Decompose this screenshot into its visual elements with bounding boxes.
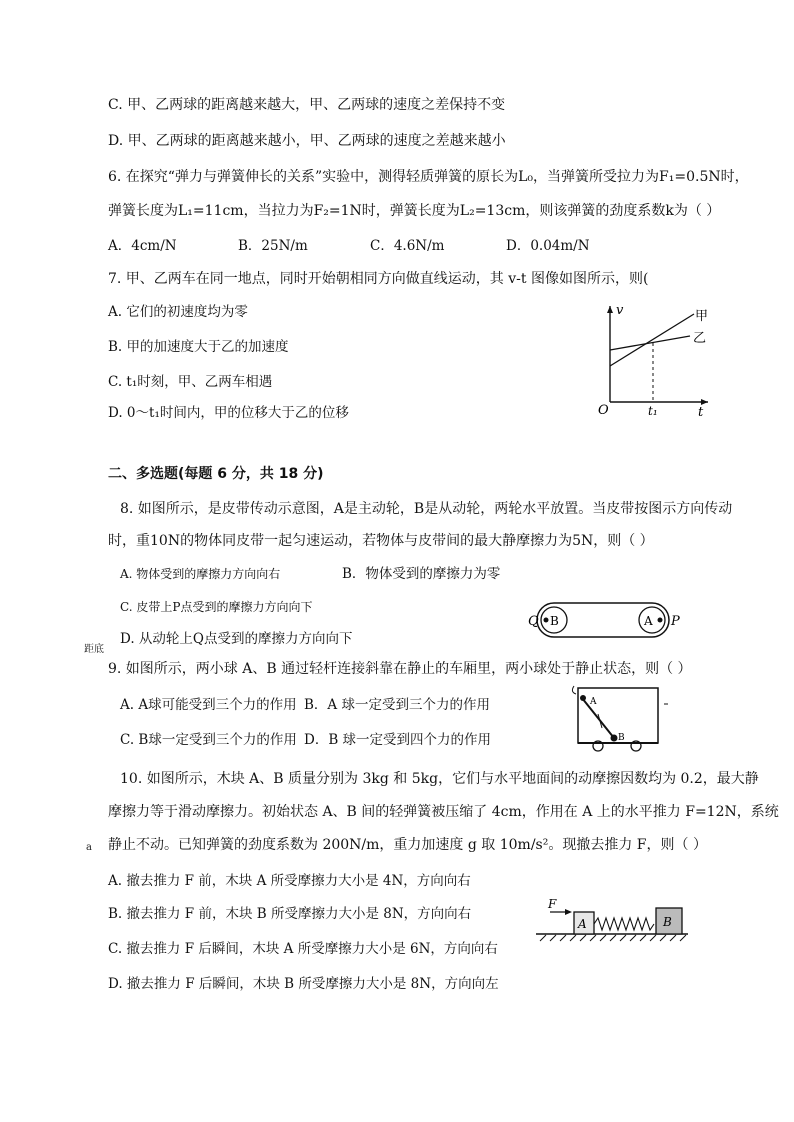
light-rod [582, 698, 614, 738]
q8-stem-line1: 8. 如图所示，是皮带传动示意图，A是主动轮，B是从动轮，两轮水平放置。当皮带按图示方向传动 [120, 501, 733, 517]
q6-option-a: A．4cm/N [108, 238, 177, 254]
q10-stem-line1: 10. 如图所示，木块 A、B 质量分别为 3kg 和 5kg，它们与水平地面间的动摩擦因数均为 0.2，最大静 [120, 771, 759, 787]
q7-stem: 7. 甲、乙两车在同一地点，同时开始朝相同方向做直线运动，其 v-t 图像如图所示，则( [108, 271, 649, 287]
margin-note-2: a [86, 842, 92, 853]
q8-option-b: B．物体受到的摩擦力为零 [342, 566, 501, 582]
label-p: P [671, 614, 680, 629]
q5-option-d: D. 甲、乙两球的距离越来越小，甲、乙两球的速度之差越来越小 [108, 133, 506, 149]
line-jia [610, 314, 694, 366]
line-yi [610, 336, 690, 350]
spring [594, 918, 654, 930]
q10-option-d: D. 撤去推力 F 后瞬间，木块 B 所受摩擦力大小是 8N，方向向左 [108, 976, 499, 992]
yi-label: 乙 [693, 331, 707, 346]
q7-option-b: B. 甲的加速度大于乙的加速度 [108, 339, 289, 355]
q6-stem-line1: 6. 在探究“弹力与弹簧伸长的关系”实验中，测得轻质弹簧的原长为L₀，当弹簧所受拉力为F₁=0.5N时， [108, 169, 749, 185]
q6-option-c: C．4.6N/m [370, 238, 445, 254]
q10-stem-line2: 摩擦力等于滑动摩擦力。初始状态 A、B 间的轻弹簧被压缩了 4cm，作用在 A 上的水平推力 F=12N，系统 [108, 804, 779, 820]
force-f-arrow-icon [565, 909, 572, 915]
block-a-label: A [578, 917, 587, 931]
q9-option-d: D．B 球一定受到四个力的作用 [304, 732, 492, 748]
q9-stem: 9. 如图所示，两小球 A、B 通过轻杆连接斜靠在静止的车厢里，两小球处于静止状态，则（ ） [108, 661, 692, 677]
vt-graph [594, 298, 714, 418]
origin-label: O [598, 403, 609, 418]
q8-option-d: D. 从动轮上Q点受到的摩擦力方向向下 [120, 631, 353, 647]
point-p-dot [658, 618, 663, 623]
q10-option-a: A. 撤去推力 F 前，木块 A 所受摩擦力大小是 4N，方向向右 [108, 873, 471, 889]
spring-blocks-diagram [532, 898, 692, 944]
ball-b [611, 735, 618, 742]
q7-option-d: D. 0～t₁时间内，甲的位移大于乙的位移 [108, 405, 349, 421]
q10-stem-line3: 静止不动。已知弹簧的劲度系数为 200N/m，重力加速度 g 取 10m/s²。现撤去推力 F，则（ ） [108, 837, 707, 853]
v-axis-label: v [616, 303, 624, 318]
hook-mark [572, 686, 576, 694]
q6-option-d: D．0.04m/N [506, 238, 590, 254]
t-axis-label: t [698, 405, 704, 420]
q10-option-b: B. 撤去推力 F 前，木块 B 所受摩擦力大小是 8N，方向向右 [108, 906, 472, 922]
q7-option-c: C. t₁时刻，甲、乙两车相遇 [108, 374, 273, 390]
label-a: A [644, 614, 653, 628]
ball-a-label: A [590, 697, 597, 707]
belt-diagram [528, 598, 688, 642]
q10-option-c: C. 撤去推力 F 后瞬间，木块 A 所受摩擦力大小是 6N，方向向右 [108, 941, 498, 957]
label-q: Q [528, 614, 539, 629]
carriage-diagram [562, 684, 672, 754]
q8-stem-line2: 时，重10N的物体同皮带一起匀速运动，若物体与皮带间的最大静摩擦力为5N，则（ ） [108, 533, 654, 549]
margin-note-1: 距底 [84, 644, 104, 655]
t1-label: t₁ [648, 404, 658, 418]
q6-option-b: B．25N/m [238, 238, 308, 254]
q8-option-a: A. 物体受到的摩擦力方向向右 [120, 567, 281, 581]
block-b-label: B [663, 915, 672, 929]
label-b: B [550, 614, 559, 628]
q7-option-a: A. 它们的初速度均为零 [108, 304, 248, 320]
ball-a [580, 695, 586, 701]
q6-stem-line2: 弹簧长度为L₁=11cm，当拉力为F₂=1N时，弹簧长度为L₂=13cm，则该弹簧的劲度系数k为（ ） [108, 203, 721, 219]
jia-label: 甲 [695, 309, 709, 324]
q9-option-b: B．A 球一定受到三个力的作用 [304, 697, 490, 713]
force-f-label: F [548, 897, 557, 911]
section-2-heading: 二、多选题(每题 6 分，共 18 分) [108, 466, 324, 482]
q9-option-a: A. A球可能受到三个力的作用 [120, 697, 297, 713]
ball-b-label: B [618, 733, 625, 743]
v-axis-arrow-icon [607, 306, 613, 313]
q8-option-c: C. 皮带上P点受到的摩擦力方向向下 [120, 600, 313, 614]
q5-option-c: C. 甲、乙两球的距离越来越大，甲、乙两球的速度之差保持不变 [108, 97, 506, 113]
ground-hatch [540, 935, 686, 941]
q9-option-c: C. B球一定受到三个力的作用 [120, 732, 297, 748]
point-q-dot [544, 618, 549, 623]
